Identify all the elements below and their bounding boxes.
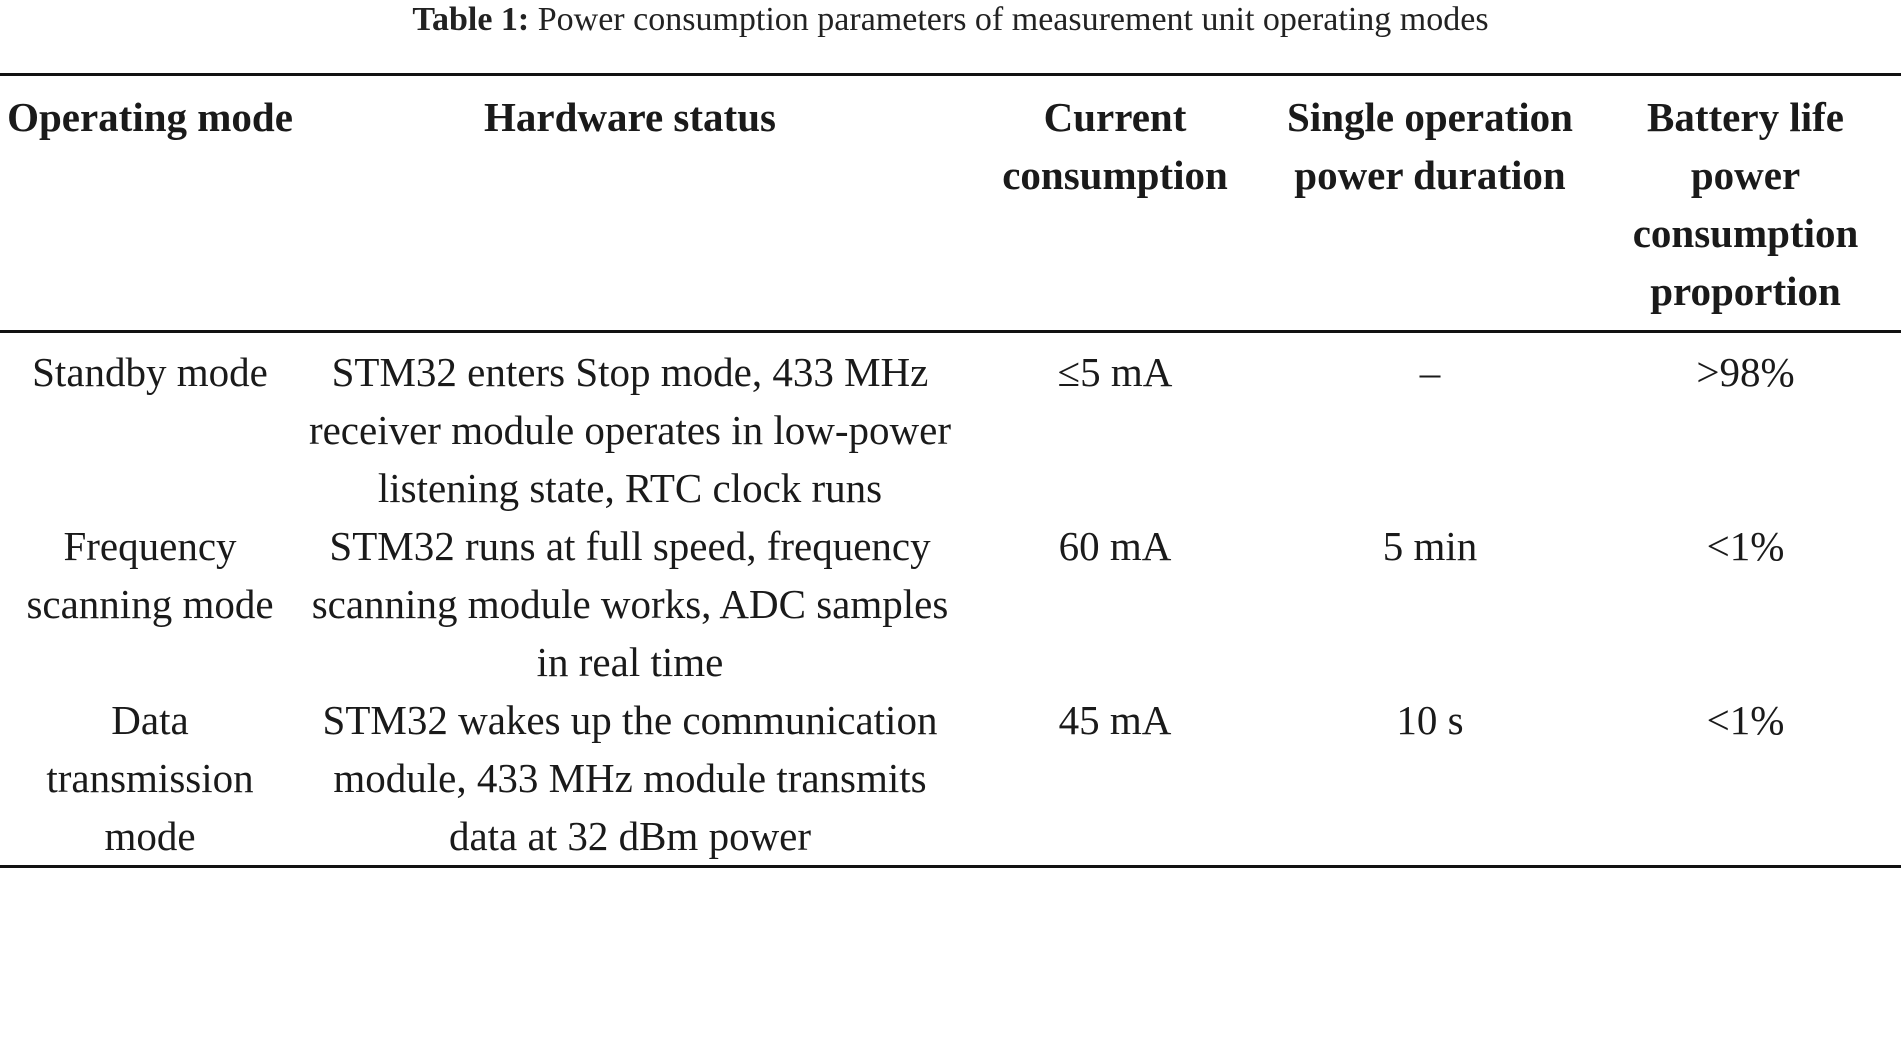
table-row [0, 332, 1901, 518]
cell-current-consumption: ≤5 mA [1057, 349, 1173, 395]
header-battery-life-proportion: Battery life power consumption proportion [1632, 94, 1859, 314]
cell-operating-mode: Data transmission mode [46, 697, 254, 859]
table-row [0, 691, 1901, 867]
header-single-operation-duration: Single operation power duration [1287, 94, 1573, 198]
header-current-consumption: Current consumption [1002, 94, 1228, 198]
cell-hardware-status: STM32 enters Stop mode, 433 MHz receiver module operates in low-power listening state, RTC clock runs [308, 349, 952, 511]
cell-single-operation-duration: 5 min [1382, 523, 1478, 569]
cell-battery-life-proportion: <1% [1706, 697, 1785, 743]
cell-hardware-status: STM32 wakes up the communication module, 433 MHz module transmits data at 32 dBm power [322, 697, 938, 859]
table-body [0, 332, 1901, 867]
cell-single-operation-duration: – [1419, 349, 1441, 395]
cell-current-consumption: 45 mA [1058, 697, 1172, 743]
table-caption-label: Table 1: [412, 1, 530, 38]
cell-operating-mode: Frequency scanning mode [26, 523, 274, 627]
cell-operating-mode: Standby mode [32, 349, 268, 395]
header-hardware-status: Hardware status [484, 94, 776, 140]
header-row [0, 75, 1901, 332]
table-caption-text: Power consumption parameters of measurement unit operating modes [537, 1, 1489, 38]
cell-battery-life-proportion: <1% [1706, 523, 1785, 569]
header-operating-mode: Operating mode [7, 94, 293, 140]
table-row [0, 517, 1901, 691]
table-container [0, 73, 1901, 868]
cell-current-consumption: 60 mA [1058, 523, 1172, 569]
cell-battery-life-proportion: >98% [1696, 349, 1795, 395]
power-consumption-table [0, 73, 1901, 868]
cell-hardware-status: STM32 runs at full speed, frequency scanning module works, ADC samples in real time [311, 523, 949, 685]
table-caption [0, 0, 1901, 46]
cell-single-operation-duration: 10 s [1396, 697, 1464, 743]
table-header [0, 75, 1901, 332]
